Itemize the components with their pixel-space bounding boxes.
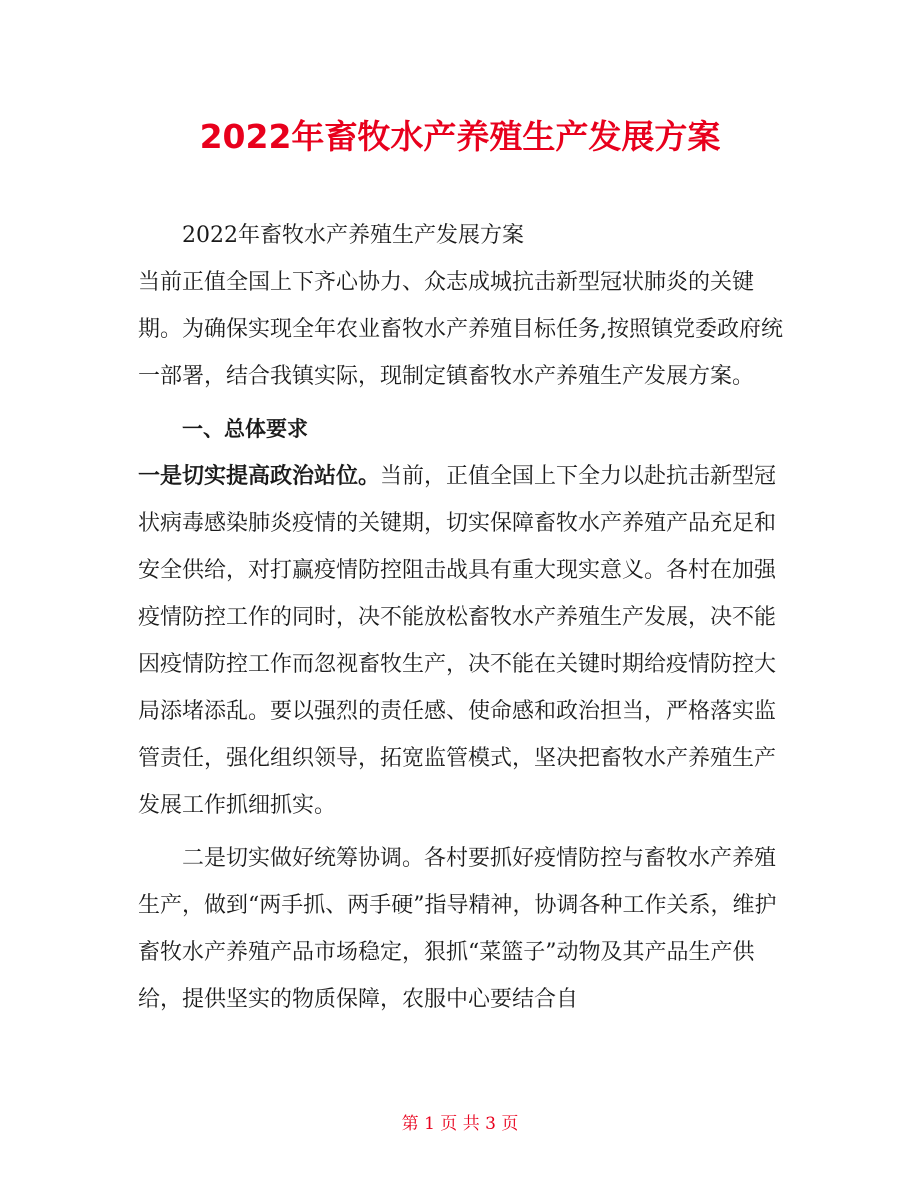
document-body — [138, 212, 788, 1023]
section-heading-general-requirements: 一、总体要求 — [182, 417, 308, 441]
intro-paragraph: 当前正值全国上下齐心协力、众志成城抗击新型冠状肺炎的关键期。为确保实现全年农业畜牧水产养殖目标任务,按照镇党委政府统一部署，结合我镇实际，现制定镇畜牧水产养殖生产发展方案。 — [138, 270, 783, 389]
paragraph-coordination: 二是切实做好统筹协调。各村要抓好疫情防控与畜牧水产养殖生产，做到“两手抓、两手硬”指导精神，协调各种工作关系，维护畜牧水产养殖产品市场稳定，狠抓“菜篮子”动物及其产品生产供给，提供坚实的物质保障，农服中心要结合自 — [138, 846, 777, 1012]
paragraph-body-political-stance: 当前，正值全国上下全力以赴抗击新型冠状病毒感染肺炎疫情的关键期，切实保障畜牧水产养殖产品充足和安全供给，对打赢疫情防控阻击战具有重大现实意义。各村在加强疫情防控工作的同时，决不能放松畜牧水产养殖生产发展，决不能因疫情防控工作而忽视畜牧生产，决不能在关键时期给疫情防控大局添堵添乱。要以强烈的责任感、使命感和政治担当，严格落实监管责任，强化组织领导，拓宽监管模式，坚决把畜牧水产养殖生产发展工作抓细抓实。 — [138, 464, 777, 818]
page-number-footer: 第 1 页 共 3 页 — [401, 1114, 519, 1134]
document-title: 2022年畜牧水产养殖生产发展方案 — [199, 117, 721, 156]
paragraph-lead-political-stance: 一是切实提高政治站位。 — [138, 464, 381, 489]
paragraph-political-stance — [138, 453, 788, 829]
document-subtitle: 2022年畜牧水产养殖生产发展方案 — [182, 223, 524, 248]
